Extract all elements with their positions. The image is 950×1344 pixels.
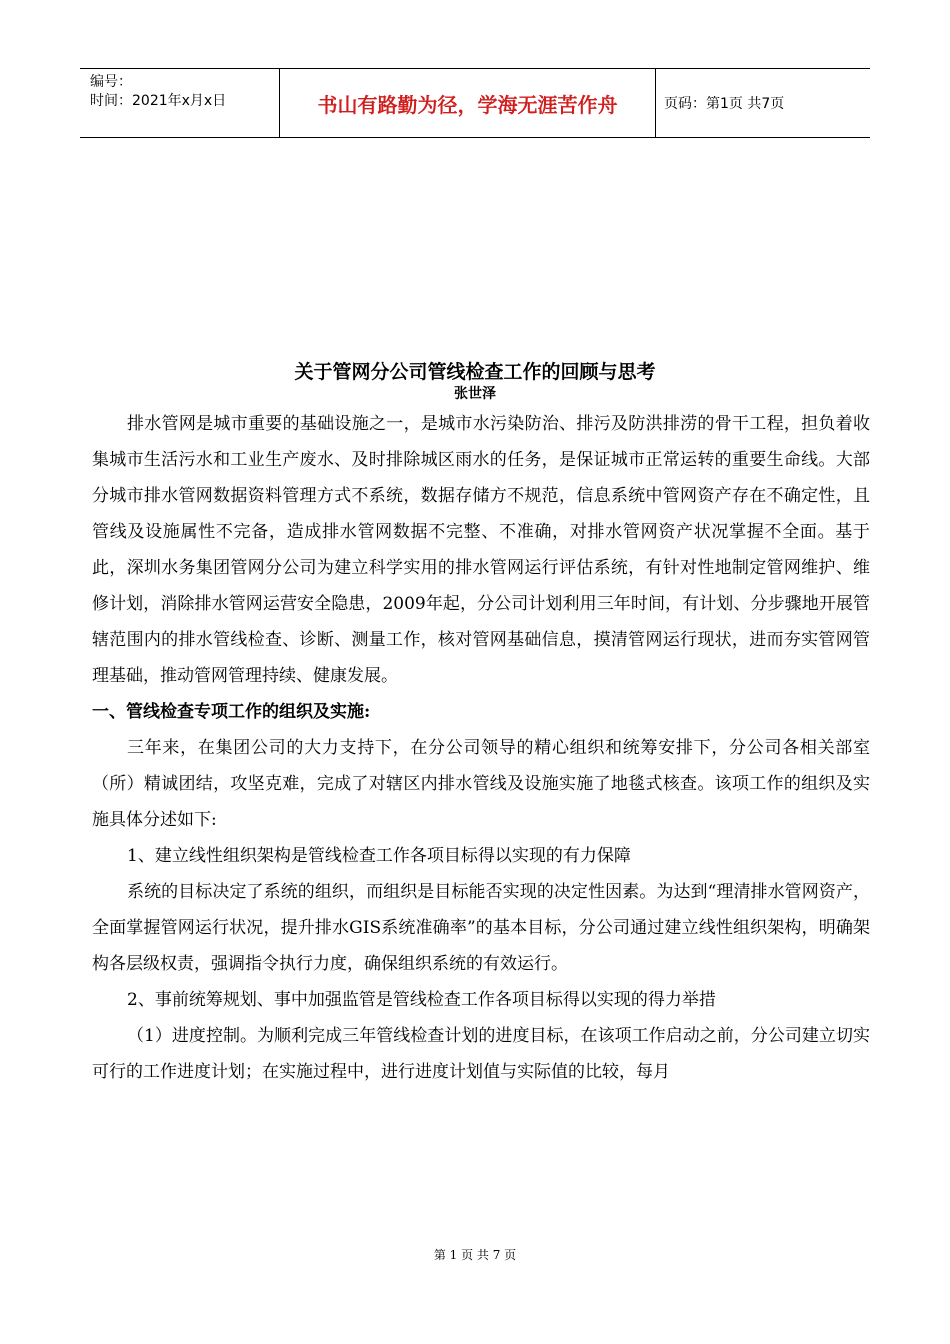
page-footer: 第 1 页 共 7 页 [433,1248,517,1262]
number-label: 编号： [90,74,132,90]
subheading-2: 2、事前统筹规划、事中加强监管是管线检查工作各项目标得以实现的得力举措 [127,990,716,1010]
header-meta [80,69,280,137]
document-author: 张世泽 [454,386,496,402]
document-title: 关于管网分公司管线检查工作的回顾与思考 [294,361,656,383]
page-header [80,68,870,138]
paragraph-intro: 排水管网是城市重要的基础设施之一，是城市水污染防治、排污及防洪排涝的骨干工程，担负着收集城市生活污水和工业生产废水、及时排除城区雨水的任务，是保证城市正常运转的重要生命线。大部分城市排水管网数据资料管理方式不系统，数据存储方不规范，信息系统中管网资产存在不确定性，且管线及设施属性不完备，造成排水管网数据不完整、不准确，对排水管网资产状况掌握不全面。基于此，深圳水务集团管网分公司为建立科学实用的排水管网运行评估系统，有针对性地制定管网维护、维修计划，消除排水管网运营安全隐患，2009年起，分公司计划利用三年时间，有计划、分步骤地开展管辖范围内的排水管线检查、诊断、测量工作，核对管网基础信息，摸清管网运行现状，进而夯实管网管理基础，推动管网管理持续、健康发展。 [92,414,870,686]
section-heading: 一、管线检查专项工作的组织及实施: [92,702,371,722]
header-motto: 书山有路勤为径，学海无涯苦作舟 [280,69,656,137]
time-label: 时间：2021年x月x日 [90,93,227,109]
document-body [92,406,870,1090]
paragraph-organization: 系统的目标决定了系统的组织，而组织是目标能否实现的决定性因素。为达到“理清排水管网资产，全面掌握管网运行状况，提升排水GIS系统准确率”的基本目标，分公司通过建立线性组织架构，明确架构各层级权责，强调指令执行力度，确保组织系统的有效运行。 [92,882,870,974]
header-page-info: 页码：第1页 共7页 [664,96,785,112]
paragraph-progress-control: （1）进度控制。为顺利完成三年管线检查计划的进度目标，在该项工作启动之前，分公司建立切实可行的工作进度计划；在实施过程中，进行进度计划值与实际值的比较，每月 [92,1026,870,1082]
subheading-1: 1、建立线性组织架构是管线检查工作各项目标得以实现的有力保障 [127,846,631,866]
paragraph-overview: 三年来，在集团公司的大力支持下，在分公司领导的精心组织和统筹安排下，分公司各相关部室（所）精诚团结，攻坚克难，完成了对辖区内排水管线及设施实施了地毯式核查。该项工作的组织及实施具体分述如下: [92,738,870,830]
